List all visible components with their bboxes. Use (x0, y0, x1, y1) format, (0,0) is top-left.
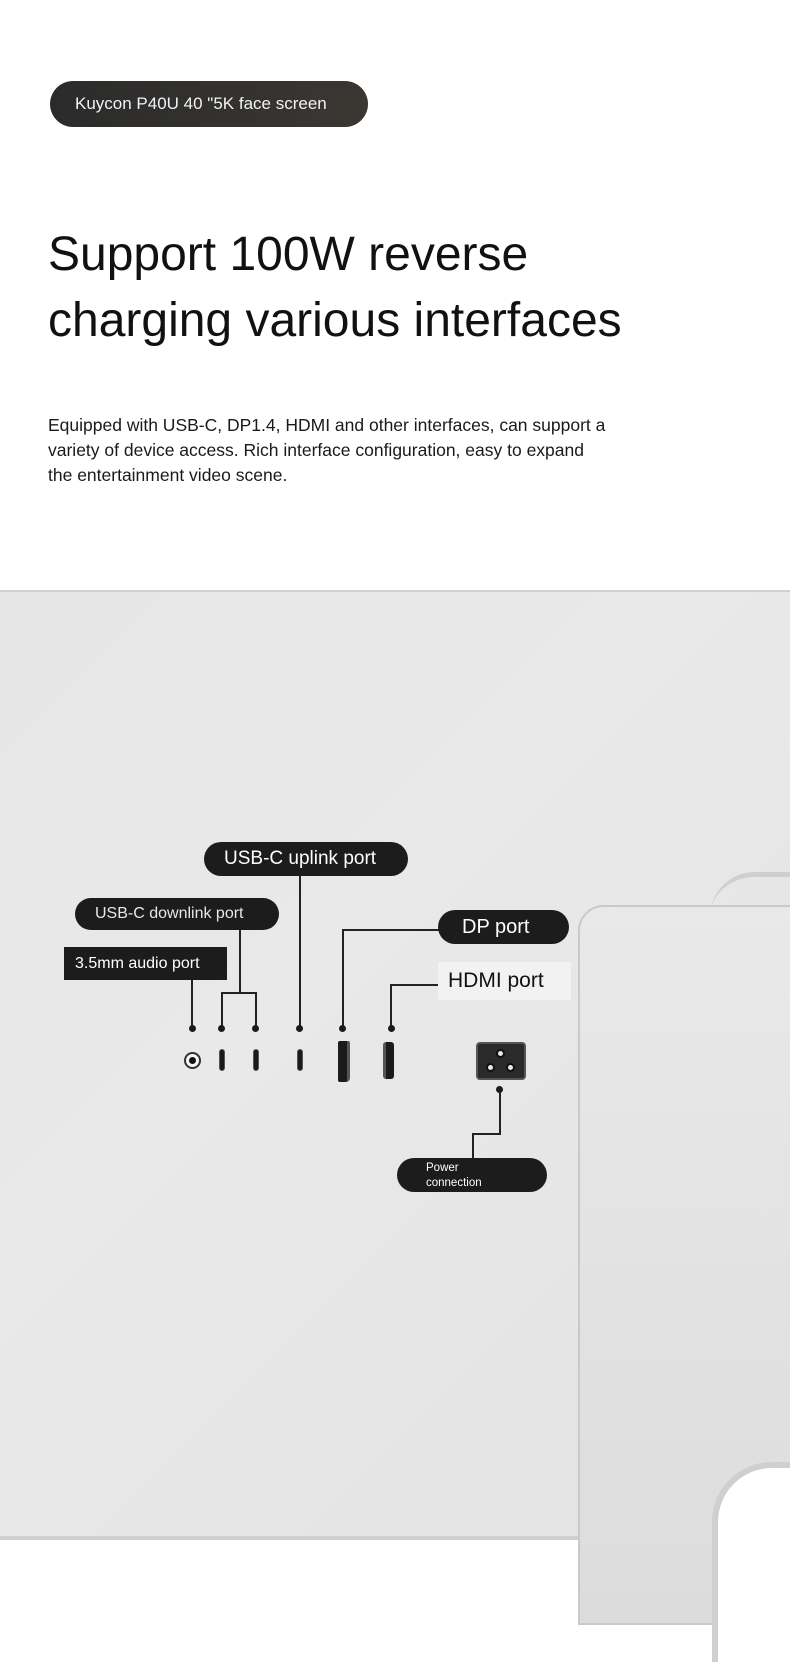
usbc-down-dot-2 (252, 1025, 259, 1032)
usbc-downlink-label: USB-C downlink port (75, 898, 279, 930)
hdmi-port (383, 1042, 394, 1079)
product-pill: Kuycon P40U 40 "5K face screen (50, 81, 368, 127)
hdmi-dot (388, 1025, 395, 1032)
power-label-line-1: Power (426, 1162, 459, 1174)
power-pin-left (486, 1063, 495, 1072)
power-connection-label (397, 1158, 547, 1192)
hdmi-leader-vertical (390, 984, 392, 1028)
power-label-line-2: connection (426, 1177, 482, 1189)
usbc-up-leader-line (299, 876, 301, 1028)
headline-line-2: charging various interfaces (48, 294, 622, 347)
hdmi-leader-horizontal (390, 984, 438, 986)
stand-cutout (712, 1462, 790, 1662)
usbc-uplink-label: USB-C uplink port (204, 842, 408, 876)
dp-port (338, 1041, 350, 1082)
usbc-down-leader-line (239, 930, 241, 993)
audio-dot (189, 1025, 196, 1032)
power-pin-top (496, 1049, 505, 1058)
page-headline (48, 222, 728, 354)
power-leader-down (472, 1133, 474, 1159)
description-line-1: Equipped with USB-C, DP1.4, HDMI and other interfaces, can support a (48, 415, 606, 435)
description (48, 413, 628, 488)
hdmi-port-label: HDMI port (438, 962, 571, 1000)
usbc-down-branch-line (221, 992, 256, 994)
audio-leader-line (191, 980, 193, 1028)
headline-line-1: Support 100W reverse (48, 228, 529, 281)
dp-leader-horizontal (342, 929, 439, 931)
dp-leader-vertical (342, 929, 344, 1028)
usbc-up-dot (296, 1025, 303, 1032)
usbc-down-dot-1 (218, 1025, 225, 1032)
dp-port-label: DP port (438, 910, 569, 944)
audio-port-label: 3.5mm audio port (64, 947, 227, 980)
power-pin-right (506, 1063, 515, 1072)
description-line-2: variety of device access. Rich interface configuration, easy to expand (48, 440, 584, 460)
description-line-3: the entertainment video scene. (48, 465, 288, 485)
dp-dot (339, 1025, 346, 1032)
power-socket (476, 1042, 526, 1080)
usbc-down-branch-left (221, 992, 223, 1028)
audio-jack (184, 1052, 201, 1069)
usbc-downlink-port-1 (219, 1049, 225, 1071)
usbc-downlink-port-2 (253, 1049, 259, 1071)
power-dot (496, 1086, 503, 1093)
power-leader-horizontal (472, 1133, 501, 1135)
power-leader-vertical (499, 1088, 501, 1134)
usbc-down-branch-right (255, 992, 257, 1028)
usbc-uplink-port (297, 1049, 303, 1071)
